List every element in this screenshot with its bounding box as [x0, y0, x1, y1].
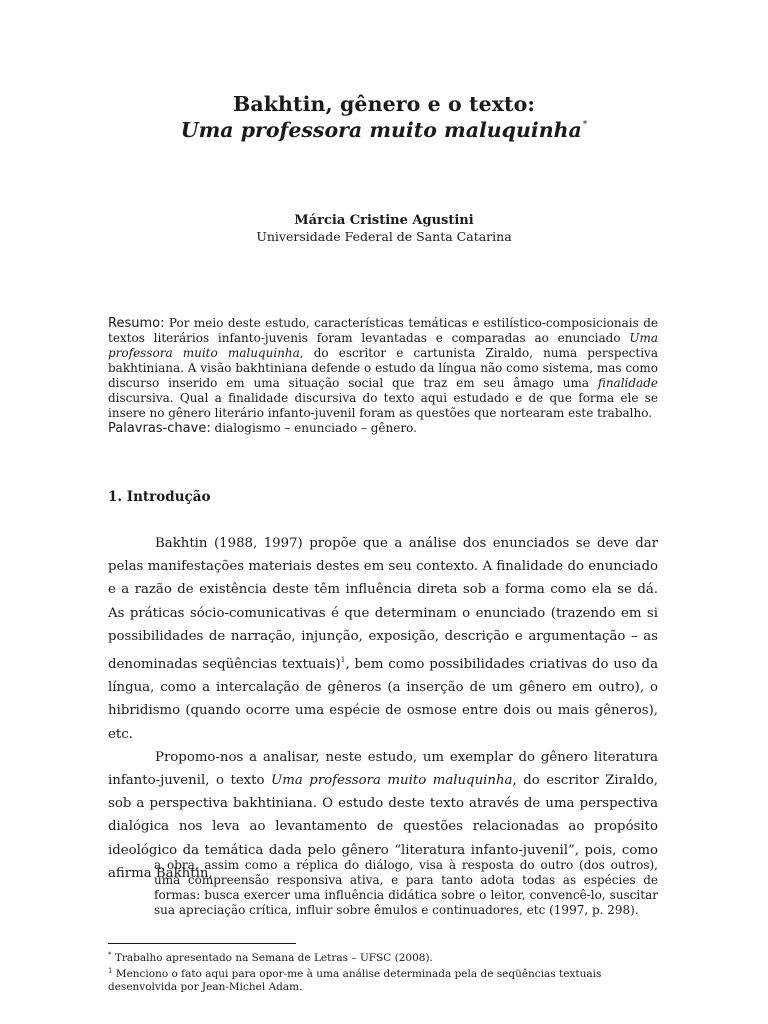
- body-p2-text-1: Propomo-nos a analisar, neste estudo, um exemplar do gênero literatura infanto-juvenil, o texto: [108, 749, 658, 789]
- body-p2-italic: Uma professora muito maluquinha: [271, 773, 513, 789]
- footnote-mark: 1: [108, 967, 113, 975]
- paper-title: Bakhtin, gênero e o texto:: [232, 92, 536, 116]
- abstract: [108, 316, 658, 421]
- footnote-item: [108, 949, 658, 965]
- paper-subtitle-text: Uma professora muito maluquinha: [180, 118, 582, 142]
- keywords: [108, 420, 658, 437]
- footnote-mark: *: [108, 951, 112, 959]
- abstract-text-3: discursiva. Qual a finalidade discursiva do texto aqui estudado e de que forma ele se insere no gênero literário infanto-juvenil foram as questões que nortearam este trabalho.: [108, 391, 658, 420]
- body-text: [108, 532, 658, 885]
- abstract-text-1: Por meio deste estudo, características temáticas e estilístico-composicionais de textos literários infanto-juvenis foram levantadas e comparadas ao enunciado: [108, 316, 658, 345]
- section-number: 1.: [108, 489, 123, 505]
- body-paragraph-1: [108, 532, 658, 746]
- body-p2-text-2: , do escritor Ziraldo, sob a perspectiva bakhtiniana. O estudo deste texto através de uma perspectiva dialógica nos leva ao levantamento de questões relacionadas ao propósito ideológico da temática dada pelo gênero “literatura infanto-juvenil”, pois, como afirma Bakhtin,: [108, 773, 658, 881]
- keywords-text: dialogismo – enunciado – gênero.: [214, 421, 417, 435]
- section-title: Introdução: [126, 489, 211, 505]
- abstract-label: Resumo:: [108, 316, 165, 331]
- footnote-text: Trabalho apresentado na Semana de Letras – UFSC (2008).: [114, 952, 433, 964]
- body-p1-text-1: Bakhtin (1988, 1997) propõe que a análise dos enunciados se deve dar pelas manifestações materiais destes em seu contexto. A finalidade do enunciado e a razão de existência deste têm influência direta sob a forma como ela se dá. As práticas sócio-comunicativas é que determinam o enunciado (trazendo em si possibilidades de narração, injunção, exposição, descrição e argumentação – as denominadas seqüências textuais): [108, 536, 658, 673]
- body-p1-text-2: , bem como possibilidades criativas do uso da língua, como a intercalação de gêneros (a inserção de um gênero em outro), o hibridismo (quando ocorre uma espécie de osmose entre dois ou mais gêneros), etc.: [108, 657, 658, 742]
- footnote-text: Menciono o fato aqui para opor-me à uma análise determinada pela de seqüências textuais desenvolvida por Jean-Michel Adam.: [108, 968, 602, 993]
- section-heading: [108, 489, 211, 505]
- abstract-text-2: , do escritor e cartunista Ziraldo, numa perspectiva bakhtiniana. A visão bakhtiniana defende o estudo da língua não como sistema, mas como discurso inserido em uma situação social que traz em seu âmago uma: [108, 346, 658, 390]
- author-affiliation: Universidade Federal de Santa Catarina: [256, 229, 512, 244]
- keywords-label: Palavras-chave:: [108, 421, 211, 436]
- paper-subtitle: [0, 118, 768, 142]
- abstract-italic-word: finalidade: [597, 376, 658, 390]
- title-footnote-mark: *: [582, 120, 588, 130]
- block-quote: a obra, assim como a réplica do diálogo, visa à resposta do outro (dos outros), uma compreensão responsiva ativa, e para tanto adota todas as espécies de formas: busca exercer uma influência didática sobre o leitor, convencê-lo, suscitar sua apreciação crítica, influir sobre êmulos e continuadores, etc (1997, p. 298).: [154, 858, 658, 917]
- footnote-ref-1: 1: [340, 655, 346, 665]
- footnote-item: [108, 965, 658, 994]
- footnotes: [108, 949, 658, 994]
- abstract-italic-title: Uma professora muito maluquinha: [108, 331, 658, 360]
- footnote-divider: [108, 943, 296, 944]
- author-name: Márcia Cristine Agustini: [294, 213, 474, 228]
